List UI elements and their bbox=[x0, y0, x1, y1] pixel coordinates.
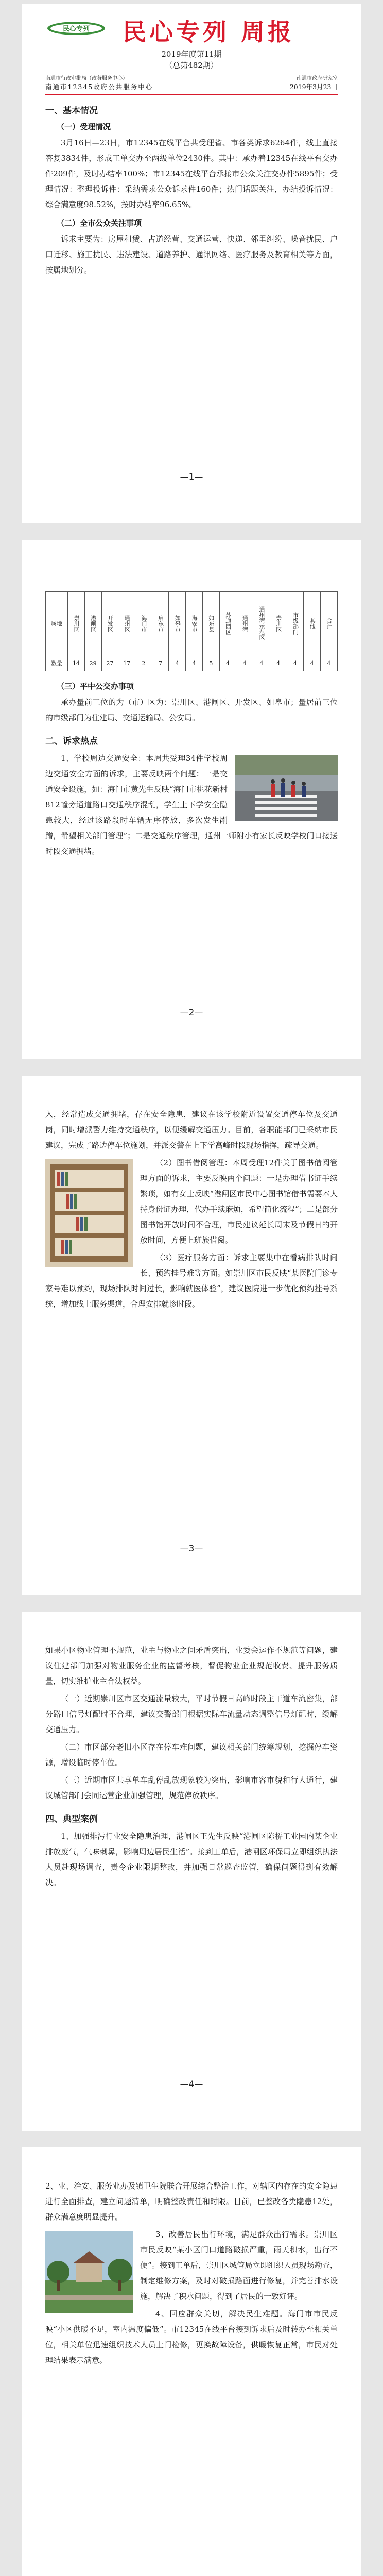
table-cell: 4 bbox=[287, 655, 304, 671]
table-cell: 14 bbox=[68, 655, 85, 671]
publish-date: 2019年3月23日 bbox=[289, 83, 338, 91]
table-cell: 27 bbox=[101, 655, 118, 671]
table-cell: 4 bbox=[321, 655, 338, 671]
table-header: 通州湾示范区 bbox=[253, 592, 270, 655]
table-row bbox=[46, 655, 338, 671]
sponsor-left: 南通市行政审批局（政务服务中心） bbox=[45, 76, 128, 81]
paragraph: （三）近期市区共享单车乱停乱放现象较为突出，影响市容市貌和行人通行，建议城管部门会同运营企业加强管理，规范停放秩序。 bbox=[45, 1775, 338, 1800]
subsection-heading: （一）受理情况 bbox=[57, 122, 111, 131]
sponsor-row bbox=[45, 75, 338, 82]
table-header-row bbox=[46, 592, 338, 655]
table-cell: 4 bbox=[219, 655, 236, 671]
table-header: 属地 bbox=[46, 592, 68, 655]
paragraph: 1、加强排污行业安全隐患治理，港闸区王先生反映“港闸区陈桥工业园内某企业排放废气，气味刺鼻，影响周边居民生活”。接到工单后，港闸区环保局立即组织执法人员赴现场调查，责令企业限期整改，并加强日常巡查监管，确保问题得到有效解决。 bbox=[45, 1832, 338, 1887]
table-header: 如东县 bbox=[202, 592, 219, 655]
publisher: 南通市12345政府公共服务中心 bbox=[45, 83, 153, 91]
subsection-heading: （二）全市公众关注事项 bbox=[57, 218, 142, 228]
table-cell: 4 bbox=[169, 655, 186, 671]
masthead bbox=[45, 4, 338, 48]
section-heading: 二、诉求热点 bbox=[45, 736, 98, 747]
paragraph: （2）图书借阅管理：本周受理12件关于图书借阅管理方面的诉求，主要反映两个问题：一是办理借书证手续繁琐，如有女士反映“港闸区市民中心图书馆借书需要本人持身份证办理，代办手续麻烦，希望简化流程”；二是部分图书馆开放时间不合理，市民建议延长周末及节假日的开放时间，方便上班族借阅。 bbox=[140, 1158, 338, 1245]
masthead-title: 民心专列 周报 bbox=[123, 18, 295, 46]
page-number: —3— bbox=[180, 1544, 203, 1554]
table-header: 开发区 bbox=[101, 592, 118, 655]
stats-table bbox=[45, 591, 338, 671]
table-header: 崇川区 bbox=[270, 592, 287, 655]
table-header: 合计 bbox=[321, 592, 338, 655]
page-number: —2— bbox=[180, 1008, 203, 1018]
table-header: 海门市 bbox=[135, 592, 152, 655]
table-header: 市级部门 bbox=[287, 592, 304, 655]
issue-total: （总第482期） bbox=[165, 61, 218, 70]
paragraph: 3月16日—23日，市12345在线平台共受理省、市各类诉求6264件，线上直接答复3834件，形成工单交办至两级单位2430件。其中：承办着12345在线平台交办件209件，及时办结率100%；市12345在线平台承接市公众关注交办件5895件；受理情况：整理投诉件：采纳需求公众诉求件160件；热门话题关注，办结投诉情况：综合满意度98.52%，按时办结率96.65%。 bbox=[45, 138, 338, 209]
table-header: 如皋市 bbox=[169, 592, 186, 655]
photo-street-crossing bbox=[235, 755, 338, 821]
table-cell: 4 bbox=[304, 655, 321, 671]
photo-library bbox=[45, 1159, 133, 1267]
paragraph: 4、回应群众关切，解决民生难题。海门市市民反映“小区供暖不足，室内温度偏低”。市12345在线平台接到诉求后及时转办至相关单位，相关单位迅速组织技术人员上门检修，更换故障设备，供暖恢复正常，市民对处理结果表示满意。 bbox=[45, 2309, 338, 2365]
table-cell: 2 bbox=[135, 655, 152, 671]
page-4 bbox=[22, 1612, 361, 2131]
page-5 bbox=[22, 2147, 361, 2576]
section-heading: 一、基本情况 bbox=[45, 106, 98, 116]
logo bbox=[46, 21, 106, 36]
page-number: —4— bbox=[180, 2079, 203, 2090]
table-header: 港闸区 bbox=[84, 592, 101, 655]
table-cell: 4 bbox=[186, 655, 203, 671]
table-cell: 4 bbox=[236, 655, 253, 671]
paragraph: 1、学校周边交通安全：本周共受理34件学校周边交通安全方面的诉求，主要反映两个问题：一是交通安全设施，如：海门市黄先生反映“海门市桃花新村812幢旁通道路口交通秩序混乱，学生上下学安全隐患较大，经过该路段时车辆无序停放，多次发生剐蹭，希望相关部门管理”；二是交通秩序管理，通州一师附小有家长反映学校门口接送时段交通拥堵。 bbox=[45, 754, 338, 856]
page-3 bbox=[22, 1076, 361, 1595]
paragraph: （一）近期崇川区市区交通流量较大，平时节假日高峰时段主干道车流密集，部分路口信号灯配时不合理，建议交警部门根据实际车流量动态调整信号灯配时，缓解交通压力。 bbox=[45, 1694, 338, 1734]
logo-text: 民心专列 bbox=[62, 25, 90, 33]
sponsor-right: 南通市政府研究室 bbox=[297, 76, 338, 81]
issue-number: 2019年度第11期 bbox=[161, 49, 222, 59]
page-number: —1— bbox=[180, 472, 203, 482]
paragraph: 诉求主要为：房屋租赁、占道经营、交通运营、快递、邻里纠纷、噪音扰民、户口迁移、施工扰民、违法建设、道路养护、通讯网络、医疗服务及教育相关等方面，按属地划分。 bbox=[45, 234, 338, 275]
table-header: 启东市 bbox=[152, 592, 169, 655]
table-cell: 4 bbox=[253, 655, 270, 671]
table-cell: 7 bbox=[152, 655, 169, 671]
table-header: 崇川区 bbox=[68, 592, 85, 655]
table-cell: 17 bbox=[118, 655, 135, 671]
publisher-row bbox=[45, 82, 338, 95]
photo-park bbox=[45, 2231, 133, 2313]
table-cell: 29 bbox=[84, 655, 101, 671]
paragraph: （3）医疗服务方面：诉求主要集中在看病排队时间长、预约挂号难等方面。如崇川区市民反映“某医院门诊专家号难以预约，现场排队时间过长，影响就医体验”，建议医院进一步优化预约挂号系统，增加线上服务渠道，合理安排就诊时段。 bbox=[45, 1253, 338, 1309]
paragraph: 如果小区物业管理不规范，业主与物业之间矛盾突出，业委会运作不规范等问题，建议住建部门加强对物业服务企业的监督考核，督促物业企业规范收费、提升服务质量，切实维护业主合法权益。 bbox=[45, 1646, 338, 1686]
page-2 bbox=[22, 540, 361, 1059]
paragraph: 2、业、治安、服务业办及镇卫生院联合开展综合整治工作，对辖区内存在的安全隐患进行全面排查，建立问题清单，明确整改责任和时限。目前，已整改各类隐患12处，群众满意度明显提升。 bbox=[45, 2181, 338, 2222]
table-header: 其他 bbox=[304, 592, 321, 655]
paragraph: 承办量前三位的为（市）区为：崇川区、港闸区、开发区、如皋市；量居前三位的市级部门为住建局、交通运输局、公安局。 bbox=[45, 698, 338, 722]
table-cell: 4 bbox=[270, 655, 287, 671]
page-1 bbox=[22, 4, 361, 523]
paragraph: （二）市区部分老旧小区存在停车难问题，建议相关部门统筹规划，挖掘停车资源，增设临时停车位。 bbox=[45, 1742, 338, 1767]
table-row-label: 数量 bbox=[46, 655, 68, 671]
table-header: 通州湾 bbox=[236, 592, 253, 655]
paragraph: 3、改善居民出行环境，满足群众出行需求。崇川区市民反映“某小区门口道路破损严重，雨天积水，出行不便”。接到工单后，崇川区城管局立即组织人员现场勘查，制定维修方案，及时对破损路面进行修复，并完善排水设施，解决了积水问题，得到了居民的一致好评。 bbox=[140, 2230, 338, 2301]
table-header: 通州区 bbox=[118, 592, 135, 655]
table-header: 海安市 bbox=[186, 592, 203, 655]
paragraph: 入，经常造成交通拥堵，存在安全隐患，建议在该学校附近设置交通停车位及交通岗，同时增派警力维持交通秩序，以便缓解交通压力。目前，各职能部门已采纳市民建议，完成了路边停车位施划，并派交警在上下学高峰时段现场指挥，疏导交通。 bbox=[45, 1110, 338, 1150]
section-heading: 四、典型案例 bbox=[45, 1814, 98, 1824]
table-header: 苏通园区 bbox=[219, 592, 236, 655]
table-cell: 5 bbox=[202, 655, 219, 671]
subsection-heading: （三）平中公交办事项 bbox=[57, 682, 134, 691]
